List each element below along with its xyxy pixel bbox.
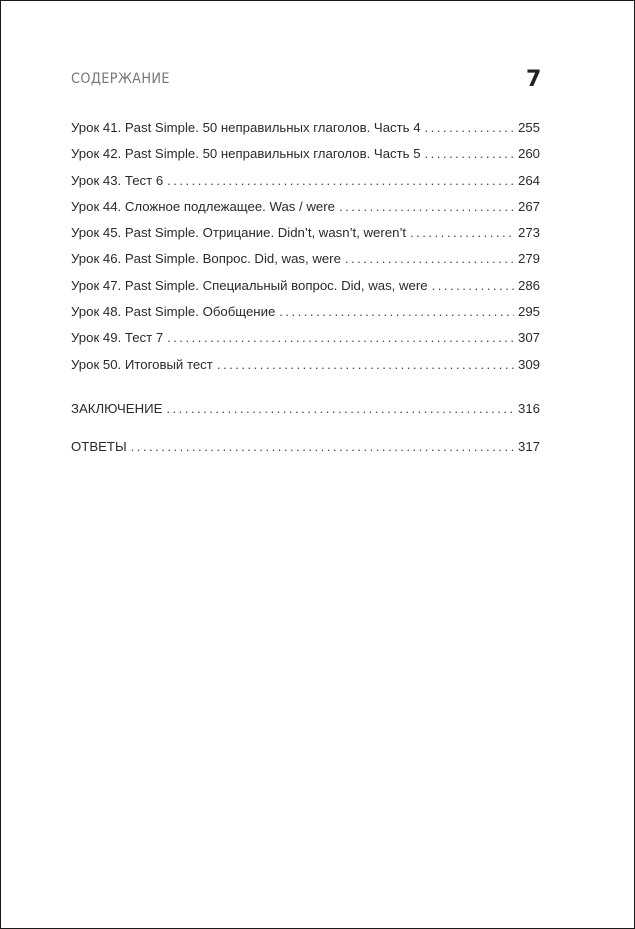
dot-leader bbox=[166, 401, 514, 416]
page-number: 7 bbox=[526, 67, 542, 92]
toc-entry-answers[interactable] bbox=[71, 439, 540, 465]
toc-entry-page: 307 bbox=[517, 330, 540, 346]
toc-entry-page: 255 bbox=[517, 120, 540, 135]
dot-leader bbox=[217, 357, 514, 372]
toc-entry-page: 273 bbox=[517, 225, 540, 241]
toc-entry-lesson-41[interactable] bbox=[71, 120, 540, 146]
toc-entry-label: Урок 41. Past Simple. 50 неправильных глаголов. Часть 4 bbox=[71, 120, 421, 135]
toc-entry-page: 309 bbox=[517, 356, 540, 372]
dot-leader bbox=[432, 278, 514, 293]
toc-answers-section bbox=[71, 439, 540, 465]
dot-leader bbox=[131, 439, 514, 454]
toc-entry-lesson-50[interactable] bbox=[71, 357, 540, 383]
dot-leader bbox=[167, 330, 514, 345]
toc-entry-label: Урок 48. Past Simple. Обобщение bbox=[71, 304, 276, 320]
toc-entry-page: 264 bbox=[517, 172, 540, 188]
toc-entry-label: Урок 46. Past Simple. Вопрос. Did, was, were bbox=[71, 251, 341, 267]
dot-leader bbox=[425, 120, 514, 135]
toc-entry-page: 279 bbox=[517, 251, 540, 267]
toc-entry-lesson-45[interactable] bbox=[71, 225, 540, 251]
toc-entry-label: ЗАКЛЮЧЕНИЕ bbox=[71, 401, 163, 416]
toc-entry-label: Урок 42. Past Simple. 50 неправильных глаголов. Часть 5 bbox=[71, 146, 421, 162]
toc-entry-label: ОТВЕТЫ bbox=[71, 439, 127, 454]
toc-entry-label: Урок 43. Тест 6 bbox=[71, 172, 164, 188]
page-title: СОДЕРЖАНИЕ bbox=[71, 71, 170, 87]
toc-entry-page: 317 bbox=[517, 439, 540, 454]
toc-entry-label: Урок 44. Сложное подлежащее. Was / were bbox=[71, 198, 335, 214]
toc-entry-lesson-44[interactable] bbox=[71, 199, 540, 225]
page-header bbox=[71, 67, 542, 97]
dot-leader bbox=[425, 146, 514, 161]
toc-entry-lesson-48[interactable] bbox=[71, 304, 540, 330]
toc-entry-page: 295 bbox=[517, 304, 540, 320]
dot-leader bbox=[279, 304, 514, 319]
toc-entry-conclusion[interactable] bbox=[71, 401, 540, 427]
toc-entry-page: 316 bbox=[517, 401, 540, 416]
toc-entry-lesson-42[interactable] bbox=[71, 146, 540, 172]
table-of-contents bbox=[71, 120, 540, 383]
toc-entry-label: Урок 50. Итоговый тест bbox=[71, 356, 213, 372]
dot-leader bbox=[167, 173, 514, 188]
toc-entry-lesson-46[interactable] bbox=[71, 251, 540, 277]
toc-entry-page: 286 bbox=[517, 277, 540, 293]
toc-entry-lesson-49[interactable] bbox=[71, 330, 540, 356]
dot-leader bbox=[345, 251, 514, 266]
dot-leader bbox=[410, 225, 514, 240]
dot-leader bbox=[339, 199, 514, 214]
toc-conclusion-section bbox=[71, 401, 540, 427]
toc-entry-page: 260 bbox=[517, 146, 540, 162]
toc-entry-page: 267 bbox=[517, 198, 540, 214]
toc-entry-label: Урок 45. Past Simple. Отрицание. Didn’t, wasn’t, weren’t bbox=[71, 225, 407, 241]
toc-entry-lesson-43[interactable] bbox=[71, 173, 540, 199]
toc-entry-label: Урок 47. Past Simple. Специальный вопрос. Did, was, were bbox=[71, 277, 428, 293]
toc-entry-label: Урок 49. Тест 7 bbox=[71, 330, 164, 346]
toc-entry-lesson-47[interactable] bbox=[71, 278, 540, 304]
